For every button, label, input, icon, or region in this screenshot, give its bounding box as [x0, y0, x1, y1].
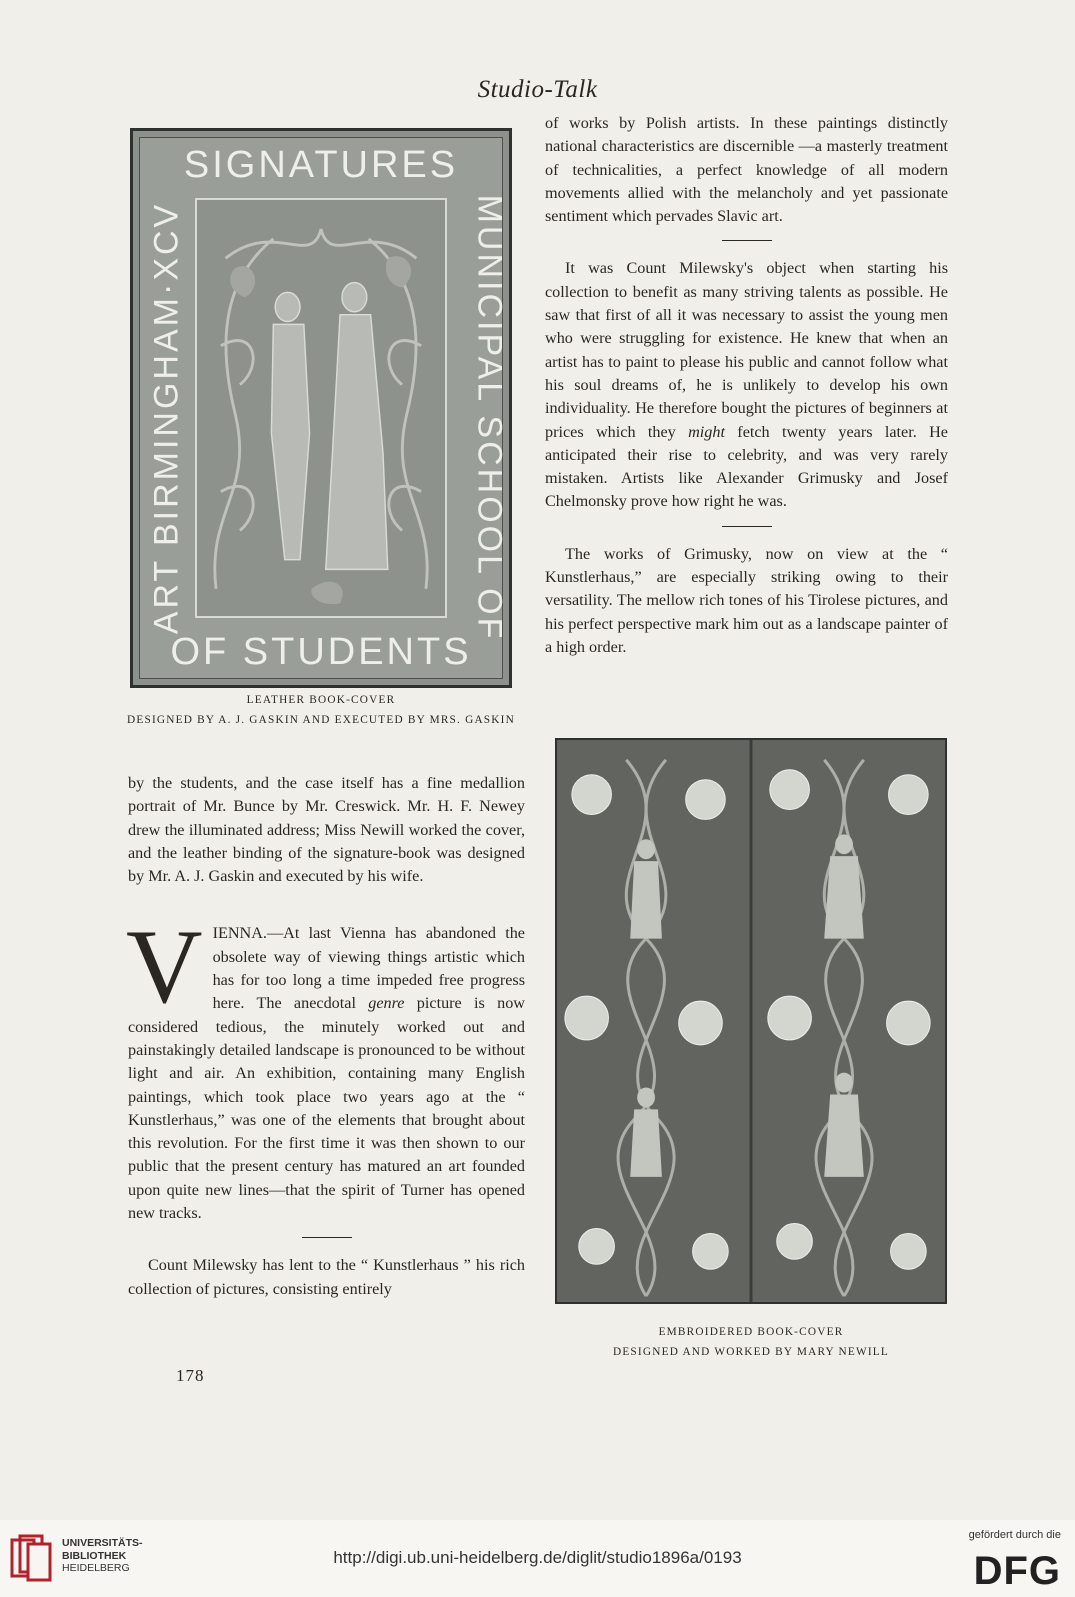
- paragraph: The works of Grimusky, now on view at the “ Kunstlerhaus,” are especially striking owing to their versatility. The mellow rich tones of his Tirolese pictures, and his perfect perspective mark him out as a landscape painter of a high order.: [545, 544, 948, 656]
- page-number: 178: [176, 1366, 205, 1385]
- paragraph: of works by Polish artists. In these paintings distinctly national characteristics are discernible —a masterly treatment of technicalities, a perfect knowledge of all modern movements allied with the melancholy and yet passionate sentiment which pervades Slavic art.: [545, 114, 948, 226]
- section-rule: [722, 240, 772, 241]
- cover-text-top: SIGNATURES: [183, 144, 459, 186]
- paragraph: Count Milewsky has lent to the “ Kunstlerhaus ” his rich collection of pictures, consisting entirely: [128, 1256, 525, 1298]
- cover-text-left: ART BIRMINGHAM·XCV: [147, 201, 186, 635]
- library-name: UNIVERSITÄTS- BIBLIOTHEK HEIDELBERG: [62, 1537, 143, 1574]
- paragraph: It was Count Milewsky's object when starting his collection to benefit as many striving talents as possible. He saw that first of all it was necessary to assist the young men who were struggling for existence. He knew that when an artist has to paint to please his public and cannot follow what his soul dreams of, he is unlikely to develop his own individuality. He therefore bought the pictures of beginners at prices which they might fetch twenty years later. He anticipated their rise to celebrity, and was very rarely mistaken. Artists like Alexander Grimusky and Josef Chelmonsky prove how right he was.: [545, 259, 948, 511]
- vienna-paragraph: VIENNA.—At last Vienna has abandoned the obsolete way of viewing things artistic which has for too long a time impeded free progress here. The anecdotal genre picture is now considered tedious, the minutely worked out and painstakingly detailed landscape is pronounced to be without light and air. An exhibition, containing many English paintings, which took place two years ago at the “ Kunstlerhaus,” was one of the elements that brought about this revolution. For the first time it was then shown to our public that the present century has matured an art founded upon quite new lines—that the spirit of Turner has opened new tracks.: [126, 908, 525, 1223]
- caption-embroidered-cover: EMBROIDERED BOOK-COVER DESIGNED AND WORKED BY MARY NEWILL: [612, 1326, 890, 1358]
- footer-bar: [0, 1520, 1075, 1597]
- drop-cap: V: [126, 908, 203, 1026]
- source-url-link[interactable]: http://digi.ub.uni-heidelberg.de/diglit/studio1896a/0193: [333, 1548, 742, 1567]
- cover-relief-panel: [195, 198, 447, 618]
- section-rule: [302, 1237, 352, 1238]
- caption-leather-cover: LEATHER BOOK-COVER DESIGNED BY A. J. GASKIN AND EXECUTED BY MRS. GASKIN: [127, 694, 515, 726]
- running-title: Studio-Talk: [477, 76, 598, 103]
- right-column-text: [545, 112, 948, 659]
- funded-by-label: gefördert durch die: [968, 1529, 1061, 1541]
- embroidered-book-cover-image: [555, 738, 947, 1304]
- cover-text-bottom: OF STUDENTS: [170, 631, 472, 673]
- dfg-logo: DFG: [973, 1549, 1061, 1593]
- left-column-text: [128, 772, 525, 1301]
- leather-book-cover-image: [130, 128, 512, 688]
- cover-text-right: MUNICIPAL SCHOOL OF: [470, 194, 509, 642]
- paragraph: by the students, and the case itself has a fine medallion portrait of Mr. Bunce by Mr. Creswick. Mr. H. F. Newey drew the illuminated address; Miss Newill worked the cover, and the leather binding of the signature-book was designed by Mr. A. J. Gaskin and executed by his wife.: [128, 774, 525, 886]
- section-rule: [722, 526, 772, 527]
